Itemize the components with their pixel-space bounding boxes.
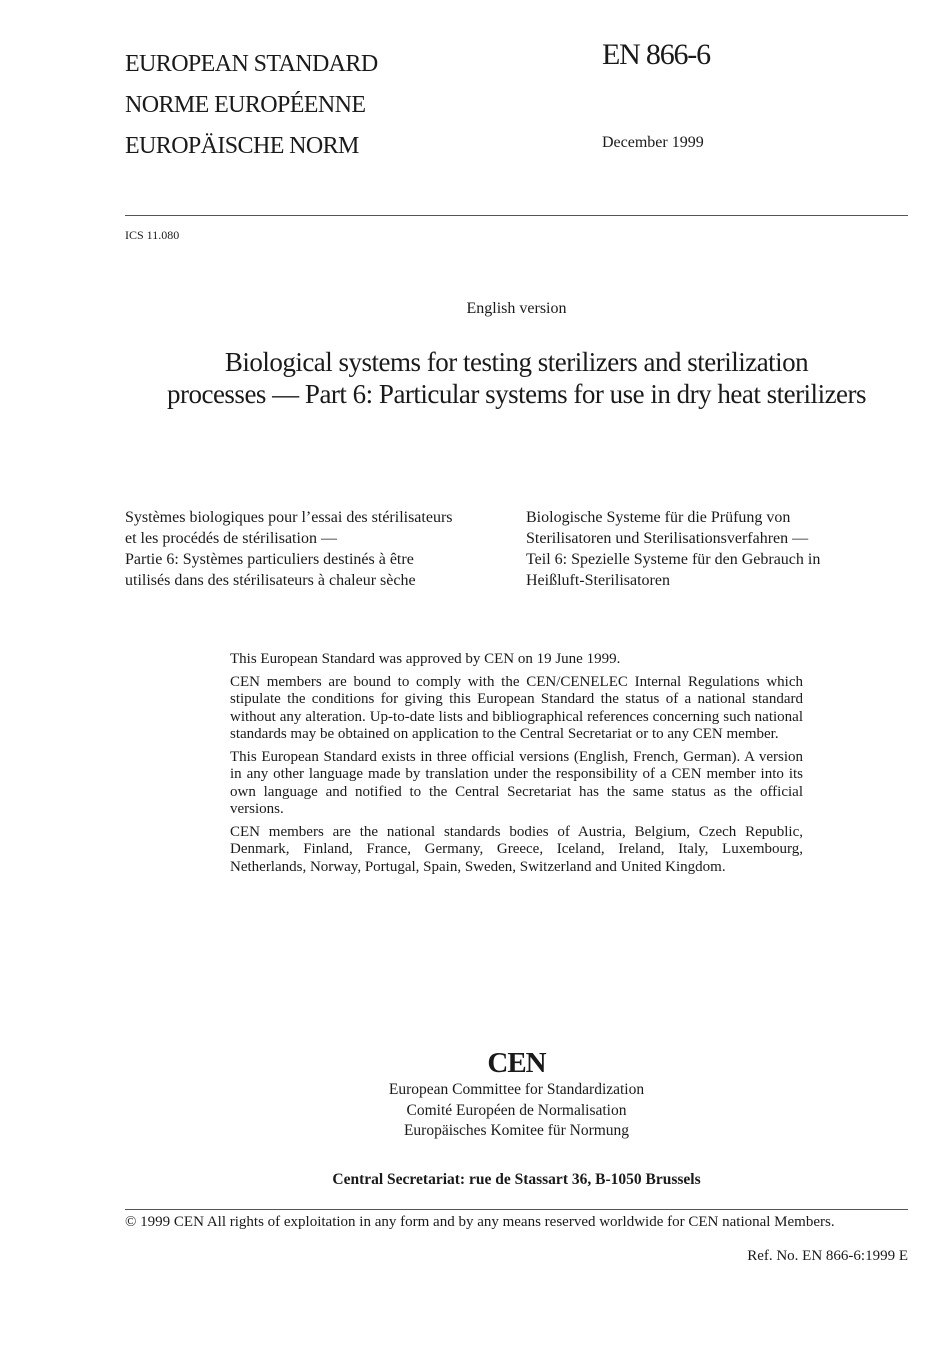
cen-name-english: European Committee for Standardization xyxy=(388,1081,645,1098)
reference-number: Ref. No. EN 866-6:1999 E xyxy=(747,1248,908,1264)
language-version: English version xyxy=(466,300,567,317)
header-divider xyxy=(125,215,908,216)
standard-name-german: EUROPÄISCHE NORM xyxy=(125,133,359,159)
document-number: EN 866-6 xyxy=(602,38,710,71)
footer-divider xyxy=(125,1209,908,1210)
german-title-line: Biologische Systeme für die Prüfung von xyxy=(526,509,791,526)
french-title-line: et les procédés de stérilisation — xyxy=(125,530,337,547)
official-versions-paragraph: This European Standard exists in three official versions (English, French, German). A version in any other language made by translation under the responsibility of a CEN member into its own language and notified to the Central Secretariat has the same status as the official versions. xyxy=(230,748,803,817)
publication-date: December 1999 xyxy=(602,134,704,151)
members-paragraph: CEN members are the national standards bodies of Austria, Belgium, Czech Republic, Denmark, Finland, France, Germany, Greece, Iceland, Ireland, Italy, Luxembourg, Netherlands, Norway, Portugal, Spain, Sweden, Switzerland and United Kingdom. xyxy=(230,823,803,875)
cen-name-german: Europäisches Komitee für Normung xyxy=(403,1122,630,1139)
cen-logo: CEN xyxy=(487,1047,546,1079)
ics-code: ICS 11.080 xyxy=(125,228,180,242)
compliance-paragraph: CEN members are bound to comply with the CEN/CENELEC Internal Regulations which stipulate the conditions for giving this European Standard the status of a national standard without any alteration. Up-to-date lists and bibliographical references concerning such national standards may be obtained on application to the Central Secretariat or to any CEN member. xyxy=(230,673,803,742)
french-title-line: Partie 6: Systèmes particuliers destinés à être xyxy=(125,551,414,568)
cen-block xyxy=(125,1046,908,1142)
german-title-line: Teil 6: Spezielle Systeme für den Gebrauch in xyxy=(526,551,821,568)
german-title xyxy=(526,507,908,591)
copyright-notice: © 1999 CEN All rights of exploitation in any form and by any means reserved worldwide for CEN national Members. xyxy=(125,1214,835,1230)
standard-names xyxy=(125,44,378,167)
document-title xyxy=(115,346,918,410)
standard-name-french: NORME EUROPÉENNE xyxy=(125,92,366,118)
approval-date-paragraph: This European Standard was approved by CEN on 19 June 1999. xyxy=(230,651,621,667)
french-title-line: utilisés dans des stérilisateurs à chaleur sèche xyxy=(125,572,416,589)
approval-statement xyxy=(230,651,803,881)
french-title xyxy=(125,507,510,591)
french-title-line: Systèmes biologiques pour l’essai des stérilisateurs xyxy=(125,509,453,526)
standard-name-english: EUROPEAN STANDARD xyxy=(125,51,378,77)
central-secretariat-address: Central Secretariat: rue de Stassart 36, B-1050 Brussels xyxy=(332,1171,701,1188)
german-title-line: Sterilisatoren und Sterilisationsverfahren — xyxy=(526,530,809,547)
german-title-line: Heißluft-Sterilisatoren xyxy=(526,572,670,589)
title-line: Biological systems for testing sterilizers and sterilization xyxy=(224,347,809,377)
title-line: processes — Part 6: Particular systems for use in dry heat sterilizers xyxy=(166,379,867,409)
cen-name-french: Comité Européen de Normalisation xyxy=(406,1101,627,1119)
